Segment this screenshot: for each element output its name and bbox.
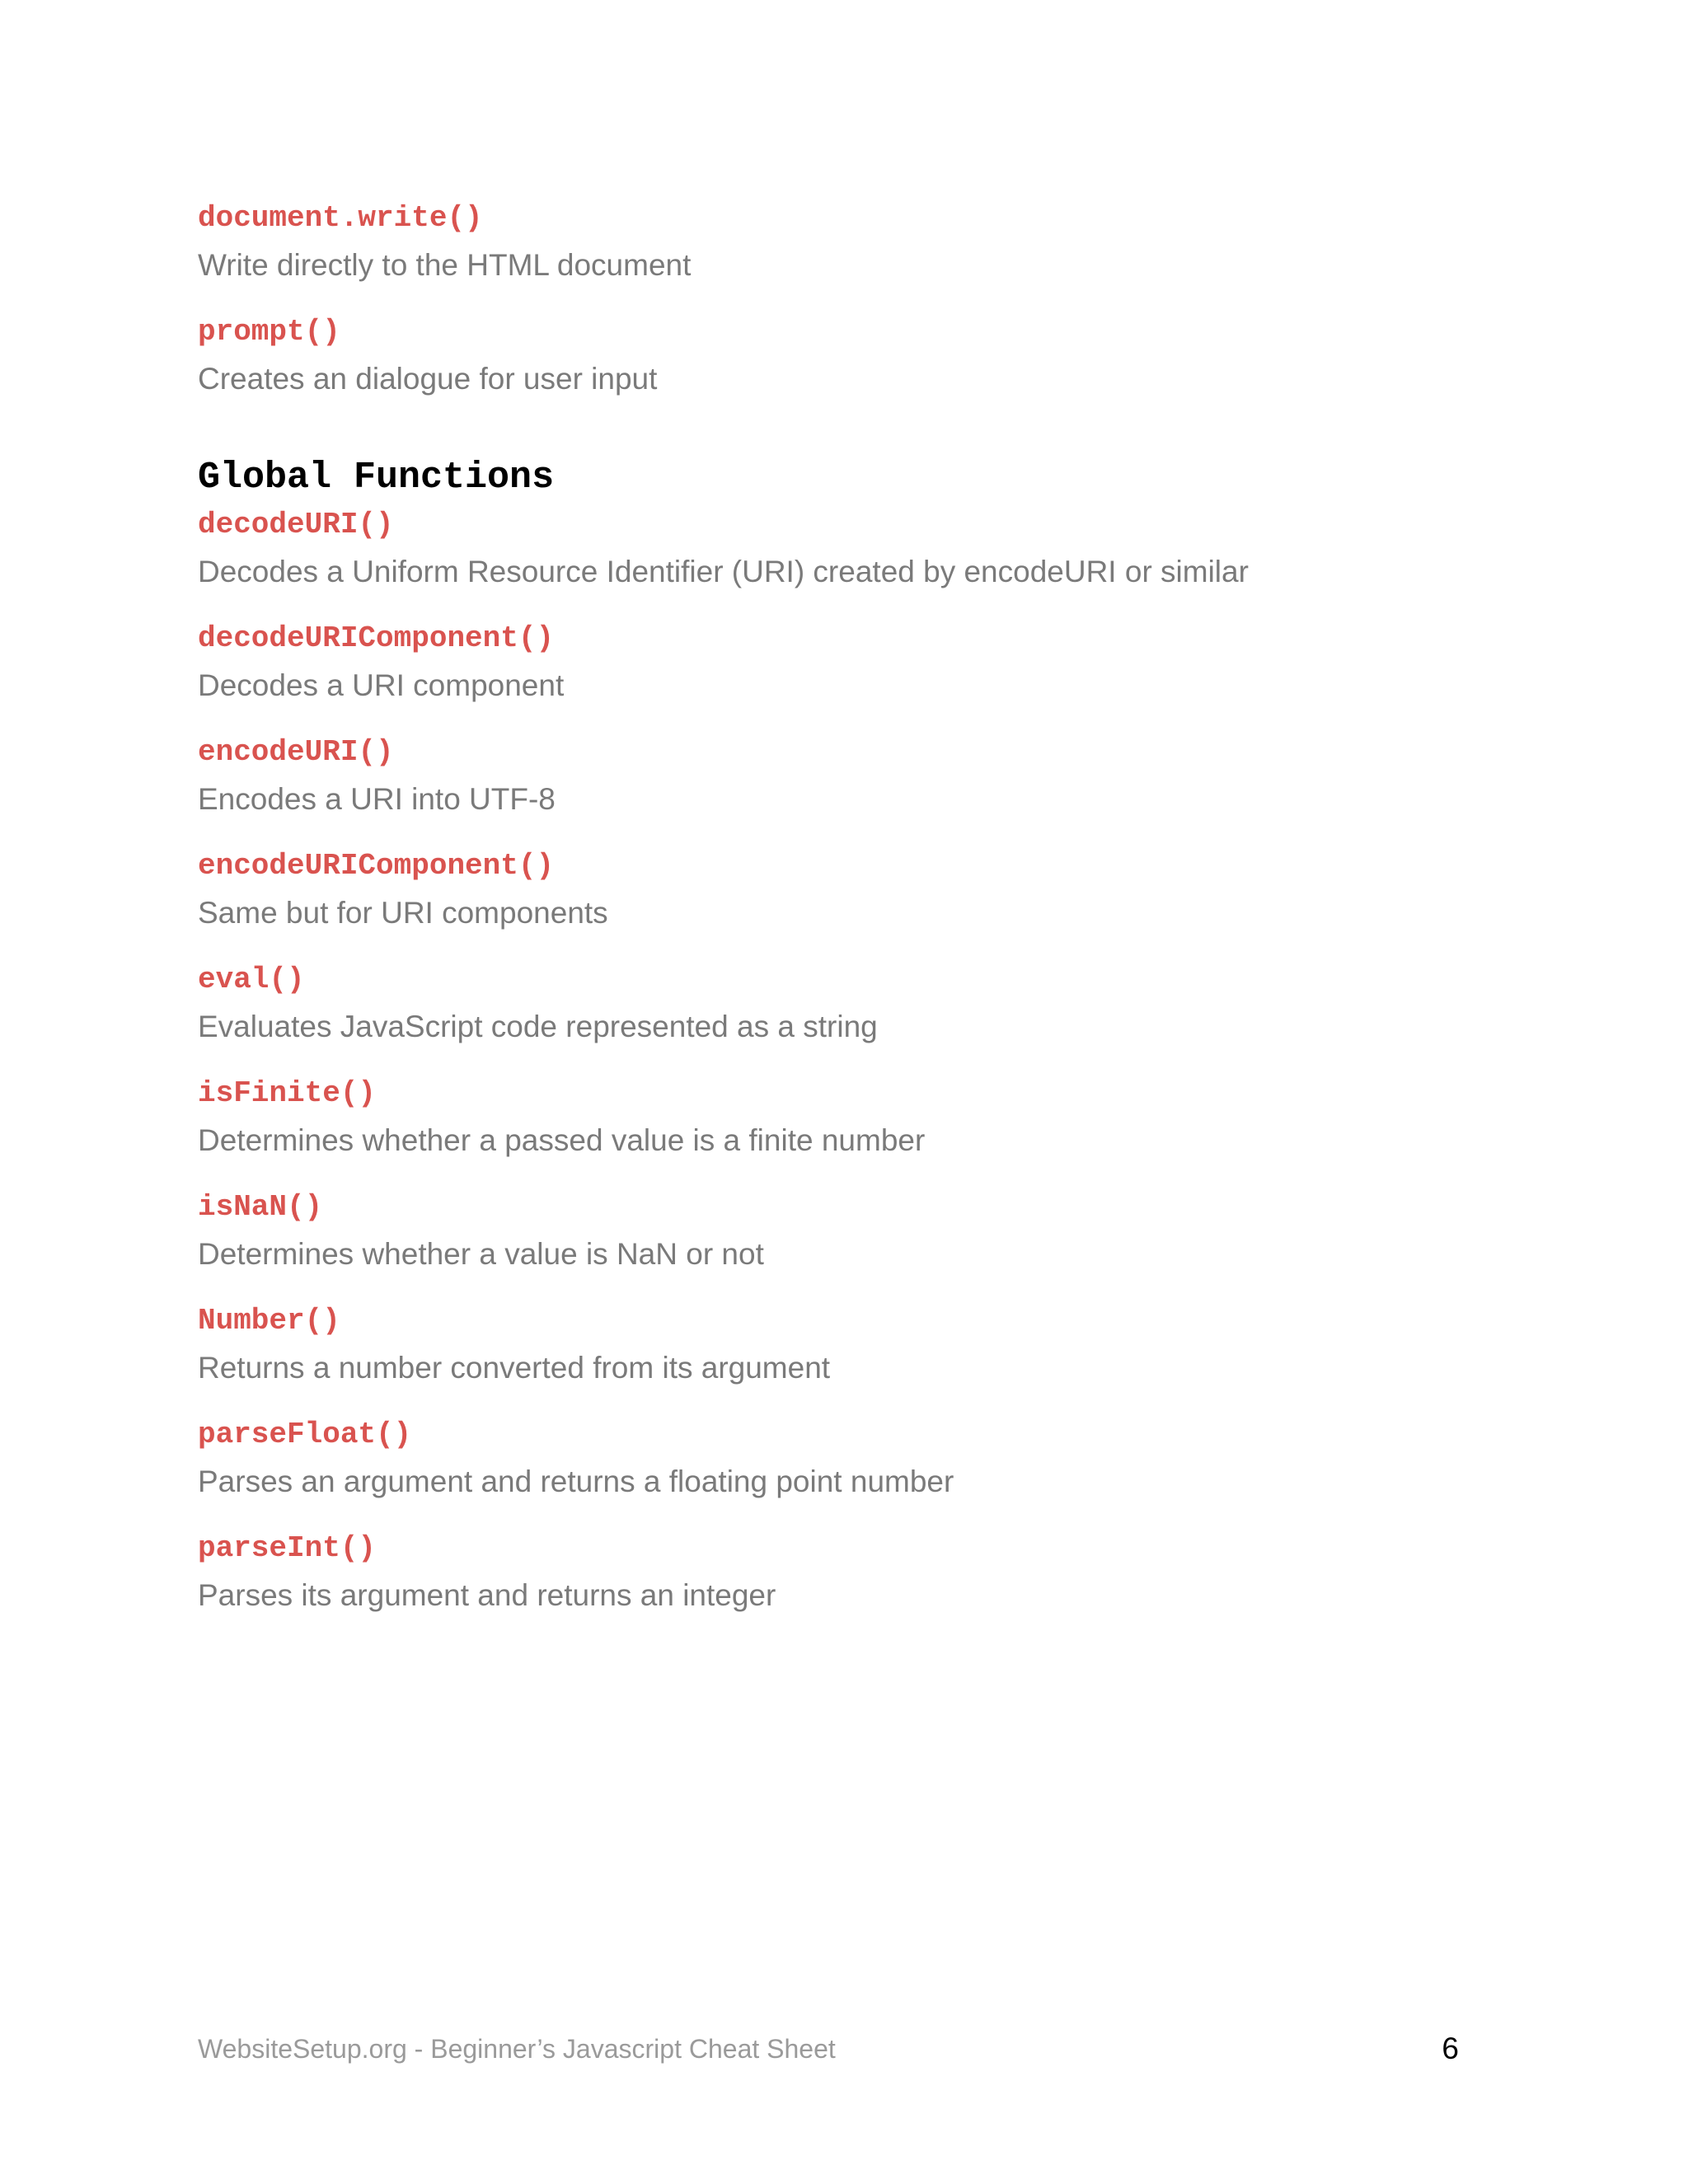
function-entry	[198, 1299, 1517, 1393]
section-heading-global-functions: Global Functions	[198, 457, 555, 499]
function-name: eval()	[198, 963, 305, 996]
function-description: Decodes a Uniform Resource Identifier (URI) created by encodeURI or similar	[198, 555, 1249, 588]
function-entry	[198, 503, 1517, 597]
function-name: isNaN()	[198, 1190, 323, 1224]
function-entry	[198, 1185, 1517, 1279]
page-content	[198, 196, 1517, 1640]
function-entry	[198, 1071, 1517, 1165]
function-entry	[198, 958, 1517, 1052]
page-footer	[198, 2024, 1459, 2074]
function-name: parseInt()	[198, 1531, 377, 1565]
function-description: Creates an dialogue for user input	[198, 362, 658, 396]
function-name: prompt()	[198, 315, 340, 349]
function-name: decodeURI()	[198, 508, 394, 541]
function-name: Number()	[198, 1304, 340, 1338]
function-description: Decodes a URI component	[198, 668, 565, 702]
function-entry	[198, 1413, 1517, 1507]
function-description: Evaluates JavaScript code represented as a string	[198, 1010, 878, 1043]
function-entry	[198, 616, 1517, 710]
function-entry	[198, 310, 1517, 404]
function-description: Encodes a URI into UTF-8	[198, 782, 556, 816]
footer-text: WebsiteSetup.org - Beginner’s Javascript Cheat Sheet	[198, 2034, 836, 2064]
function-name: document.write()	[198, 201, 483, 235]
page-number: 6	[1442, 2032, 1459, 2065]
function-description: Same but for URI components	[198, 896, 608, 930]
function-name: isFinite()	[198, 1076, 377, 1110]
function-description: Determines whether a value is NaN or not	[198, 1237, 764, 1271]
function-description: Write directly to the HTML document	[198, 248, 692, 282]
function-entry	[198, 844, 1517, 938]
function-description: Returns a number converted from its argument	[198, 1351, 831, 1385]
function-entry	[198, 196, 1517, 290]
function-description: Parses its argument and returns an integer	[198, 1578, 776, 1612]
function-name: decodeURIComponent()	[198, 621, 555, 655]
function-entry	[198, 730, 1517, 824]
function-name: encodeURIComponent()	[198, 849, 555, 883]
function-name: encodeURI()	[198, 735, 394, 769]
function-description: Parses an argument and returns a floating point number	[198, 1465, 954, 1498]
function-description: Determines whether a passed value is a finite number	[198, 1123, 926, 1157]
function-name: parseFloat()	[198, 1418, 412, 1451]
function-entry	[198, 1526, 1517, 1620]
